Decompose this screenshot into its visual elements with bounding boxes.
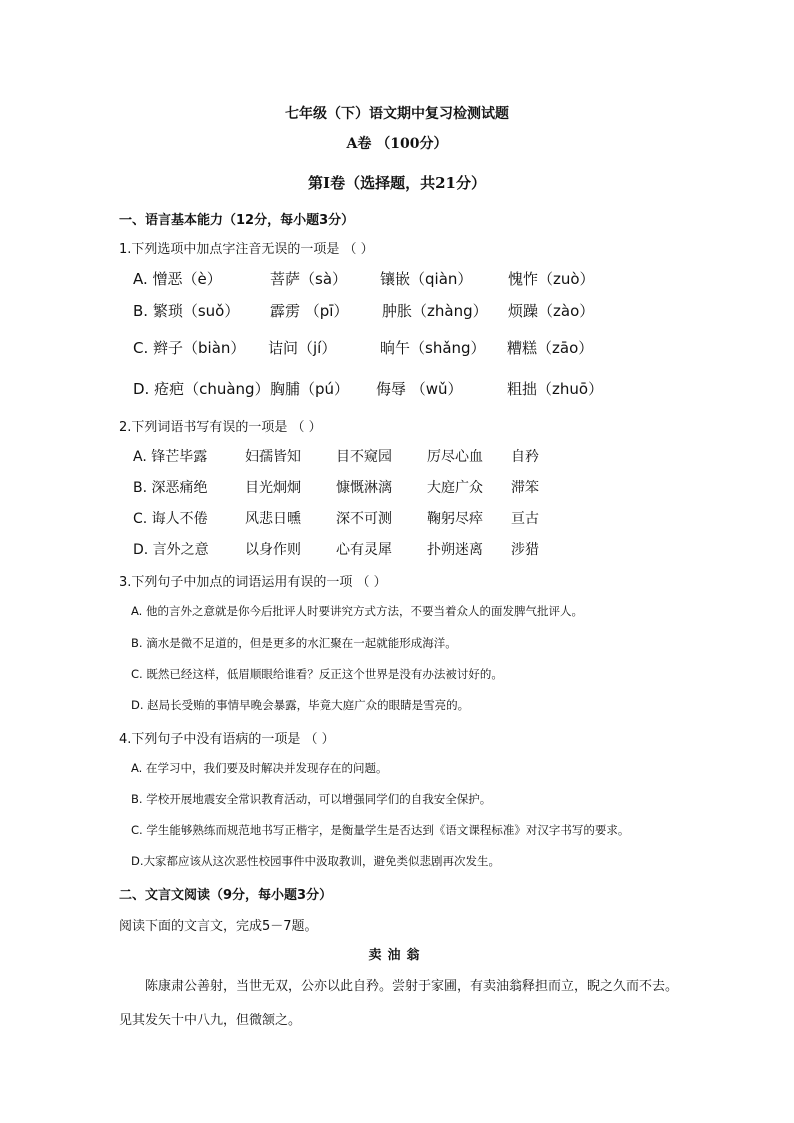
option-item: 目光炯炯 bbox=[245, 480, 301, 496]
option-item: 鞠躬尽瘁 bbox=[427, 511, 483, 527]
section-heading-1: 一、语言基本能力（12分，每小题3分） bbox=[119, 213, 355, 228]
question-3-option-d: D. 赵局长受贿的事情早晚会暴露，毕竟大庭广众的眼睛是雪亮的。 bbox=[131, 698, 470, 712]
option-item: 自矜 bbox=[511, 449, 539, 465]
option-item: 霹雳 （pī） bbox=[270, 302, 349, 320]
option-item: 慷慨淋漓 bbox=[336, 480, 392, 496]
option-item: 涉猎 bbox=[511, 542, 539, 558]
option-item: 诘问（jí） bbox=[268, 339, 337, 357]
option-item: 大庭广众 bbox=[427, 480, 483, 496]
question-3-option-b: B. 滴水是微不足道的，但是更多的水汇聚在一起就能形成海洋。 bbox=[131, 636, 457, 650]
question-4-option-b: B. 学校开展地震安全常识教育活动，可以增强同学们的自我安全保护。 bbox=[131, 792, 492, 806]
question-3-option-a: A. 他的言外之意就是你今后批评人时要讲究方式方法，不要当着众人的面发脾气批评人。 bbox=[131, 604, 583, 618]
option-item: 愧怍（zuò） bbox=[508, 270, 595, 288]
question-1-stem: 1.下列选项中加点字注音无误的一项是 （ ） bbox=[119, 242, 374, 257]
option-item: 目不窥园 bbox=[336, 449, 392, 465]
option-item: 肿胀（zhàng） bbox=[382, 302, 488, 320]
option-item: C. 辫子（biàn） bbox=[133, 339, 246, 357]
option-item: 粗拙（zhuō） bbox=[507, 380, 604, 398]
option-item: 烦躁（zào） bbox=[508, 302, 595, 320]
question-2-stem: 2.下列词语书写有误的一项是 （ ） bbox=[119, 420, 322, 435]
option-item: 风悲日曛 bbox=[245, 511, 301, 527]
question-4-option-d: D.大家都应该从这次恶性校园事件中汲取教训，避免类似悲剧再次发生。 bbox=[131, 854, 501, 868]
option-item: 镶嵌（qiàn） bbox=[380, 270, 473, 288]
option-item: 晌午（shǎng） bbox=[380, 339, 486, 357]
question-4-option-c: C. 学生能够熟练而规范地书写正楷字，是衡量学生是否达到《语文课程标准》对汉字书写的要求。 bbox=[131, 823, 630, 837]
question-3-option-c: C. 既然已经这样，低眉顺眼给谁看？反正这个世界是没有办法被讨好的。 bbox=[131, 667, 503, 681]
option-item: 以身作则 bbox=[245, 542, 301, 558]
question-3-stem: 3.下列句子中加点的词语运用有误的一项 （ ） bbox=[119, 575, 387, 590]
volume-heading: 第Ⅰ卷（选择题，共21分） bbox=[308, 174, 486, 192]
page-title: 七年级（下）语文期中复习检测试题 bbox=[285, 106, 509, 122]
section-heading-2: 二、文言文阅读（9分，每小题3分） bbox=[119, 888, 333, 903]
option-item: 糟糕（zāo） bbox=[507, 339, 594, 357]
option-item: 滞笨 bbox=[511, 480, 539, 496]
reading-instruction: 阅读下面的文言文，完成5－7题。 bbox=[119, 919, 318, 934]
option-item: 侮辱 （wǔ） bbox=[376, 380, 463, 398]
option-item: 胸脯（pú） bbox=[270, 380, 350, 398]
option-item: 心有灵犀 bbox=[336, 542, 392, 558]
passage-title: 卖油翁 bbox=[368, 948, 426, 963]
option-item: C. 诲人不倦 bbox=[133, 511, 208, 527]
question-4-option-a: A. 在学习中，我们要及时解决并发现存在的问题。 bbox=[131, 761, 388, 775]
option-item: 菩萨（sà） bbox=[270, 270, 348, 288]
option-item: 深不可测 bbox=[336, 511, 392, 527]
option-item: 厉尽心血 bbox=[427, 449, 483, 465]
option-item: 扑朔迷离 bbox=[427, 542, 483, 558]
option-item: B. 深恶痛绝 bbox=[133, 480, 208, 496]
option-item: D. 疮疤（chuàng） bbox=[133, 380, 270, 398]
option-item: B. 繁琐（suǒ） bbox=[133, 302, 240, 320]
option-item: 妇孺皆知 bbox=[245, 449, 301, 465]
option-item: D. 言外之意 bbox=[133, 542, 209, 558]
option-item: A. 锋芒毕露 bbox=[133, 449, 208, 465]
option-item: A. 憎恶（è） bbox=[133, 270, 222, 288]
question-4-stem: 4.下列句子中没有语病的一项是 （ ） bbox=[119, 732, 335, 747]
page-subtitle: A卷 （100分） bbox=[346, 136, 448, 152]
option-item: 亘古 bbox=[511, 511, 539, 527]
passage-text: 陈康肃公善射，当世无双，公亦以此自矜。尝射于家圃，有卖油翁释担而立，睨之久而不去。见其发矢十中八九，但微颔之。 bbox=[119, 979, 679, 1028]
